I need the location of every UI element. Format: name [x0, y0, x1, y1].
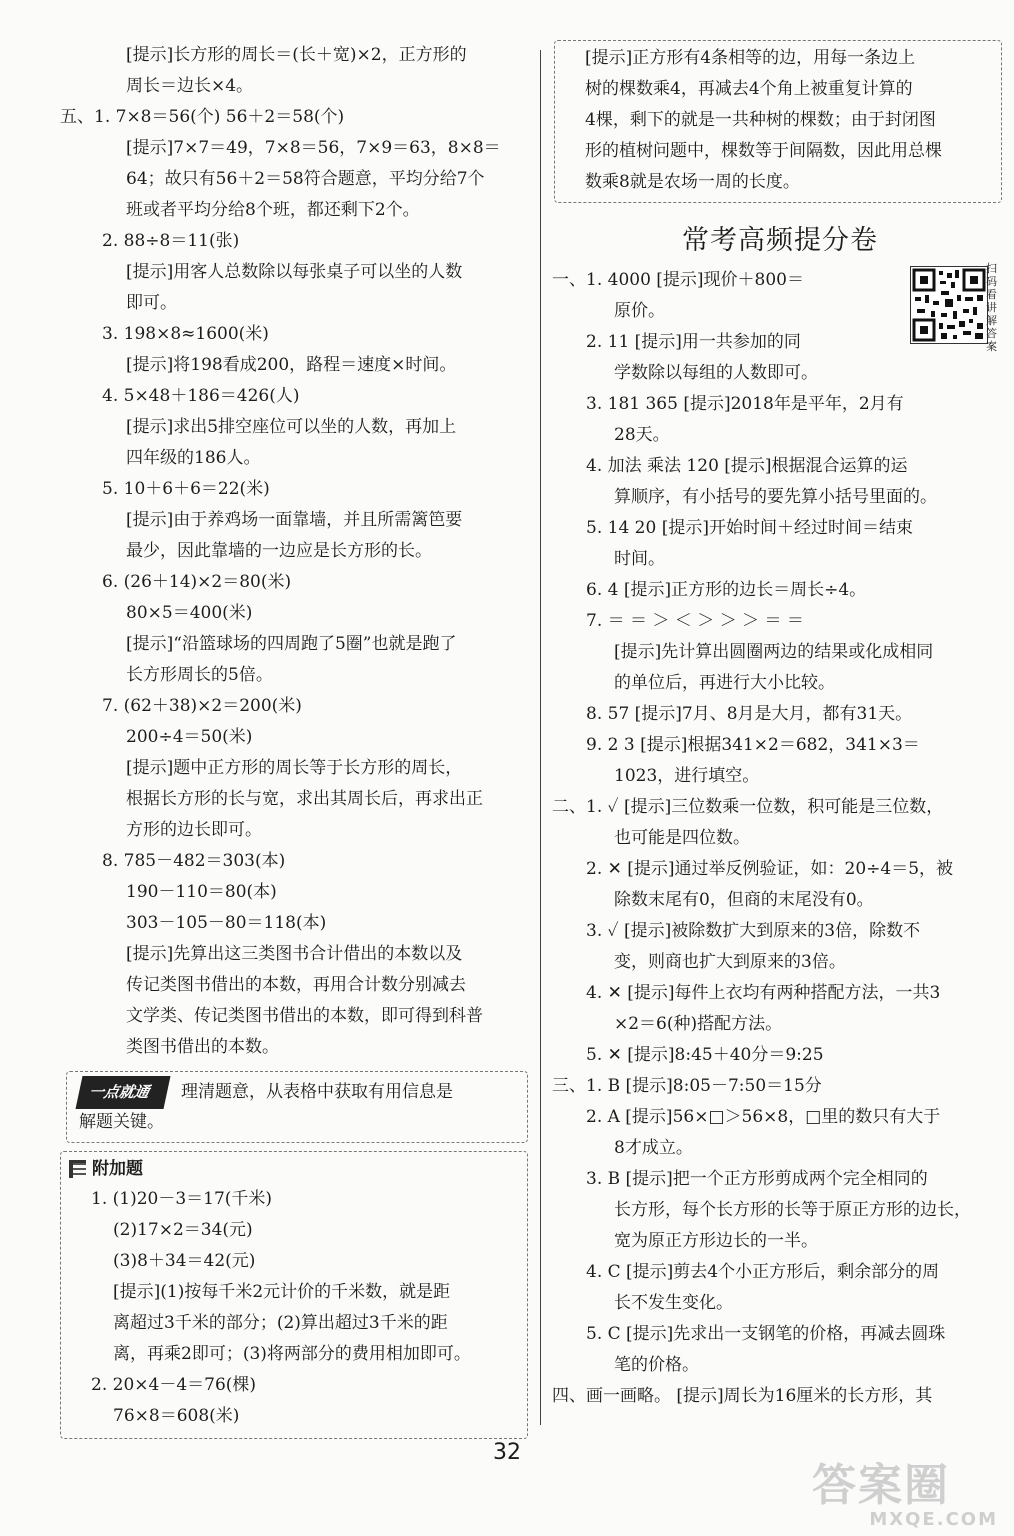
extra-line: 2. 20×4－4＝76(棵)	[91, 1375, 257, 1395]
continued-tip-line: 数乘8就是农场一周的长度。	[585, 172, 800, 192]
extra-line: 离超过3千米的部分；(2)算出超过3千米的距	[113, 1313, 448, 1333]
answer-line: 也可能是四位数。	[614, 828, 750, 848]
right-answer-lines	[548, 265, 1012, 1412]
answer-line: 2. 11 [提示]用一共参加的同	[586, 332, 801, 352]
tip-box-line-2	[79, 1107, 515, 1138]
answer-line: 二、1. ✓ [提示]三位数乘一位数，积可能是三位数，	[552, 797, 944, 817]
extra-line: 1. (1)20－3＝17(千米)	[91, 1189, 273, 1209]
answer-line: 4. C [提示]剪去4个小正方形后，剩余部分的周	[586, 1262, 940, 1282]
extra-lines	[69, 1184, 519, 1432]
answer-line: 3. 198×8≈1600(米)	[102, 324, 269, 344]
continued-tip-line: 形的植树问题中，棵数等于间隔数，因此用总棵	[585, 141, 942, 161]
answer-line: [提示]题中正方形的周长等于长方形的周长，	[126, 758, 463, 778]
answer-line: 一、1. 4000 [提示]现价＋800＝	[552, 270, 805, 290]
answer-line: 8. 57 [提示]7月、8月是大月，都有31天。	[586, 704, 913, 724]
answer-line: [提示]先算出这三类图书合计借出的本数以及	[126, 944, 463, 964]
answer-line: 除数末尾有0，但商的末尾没有0。	[614, 890, 874, 910]
right-column	[548, 40, 1012, 1412]
continued-tip-line: [提示]正方形有4条相等的边，用每一条边上	[585, 48, 916, 68]
answer-line: 原价。	[614, 301, 665, 321]
qr-code-block	[910, 262, 1000, 362]
answer-line: 的单位后，再进行大小比较。	[614, 673, 835, 693]
qr-code-icon	[910, 266, 988, 344]
answer-line: 4. 5×48＋186＝426(人)	[102, 386, 300, 406]
watermark-big: 答案圈	[812, 1460, 950, 1511]
answer-line: 9. 2 3 [提示]根据341×2＝682，341×3＝	[586, 735, 920, 755]
answer-line: 2. 88÷8＝11(张)	[102, 231, 240, 251]
tip-text-2: 解题关键。	[79, 1112, 164, 1132]
answer-line: 最少，因此靠墙的一边应是长方形的长。	[126, 541, 432, 561]
answer-line: 190－110＝80(本)	[126, 882, 277, 902]
document-icon	[69, 1160, 86, 1178]
answer-line: [提示]由于养鸡场一面靠墙，并且所需篱笆要	[126, 510, 463, 530]
page-number: 32	[493, 1440, 521, 1465]
extra-line: (3)8＋34＝42(元)	[113, 1251, 256, 1271]
answer-line: 方形的边长即可。	[126, 820, 262, 840]
tip-banner: 一点就通	[75, 1076, 170, 1109]
extra-line: 76×8＝608(米)	[113, 1406, 240, 1426]
answer-line: [提示]先计算出圆圈两边的结果或化成相同	[614, 642, 934, 662]
answer-line: 笔的价格。	[614, 1355, 699, 1375]
answer-line: 班或者平均分给8个班，都还剩下2个。	[126, 200, 420, 220]
answer-line: 80×5＝400(米)	[126, 603, 253, 623]
answer-line: 5. C [提示]先求出一支钢笔的价格，再减去圆珠	[586, 1324, 946, 1344]
answer-line: [提示]7×7＝49，7×8＝56，7×9＝63，8×8＝	[126, 138, 501, 158]
column-divider	[540, 50, 541, 1425]
answer-line: 8才成立。	[614, 1138, 693, 1158]
answer-line: 长方形周长的5倍。	[126, 665, 273, 685]
answer-line: 类图书借出的本数。	[126, 1037, 279, 1057]
extra-line: (2)17×2＝34(元)	[113, 1220, 253, 1240]
answer-line: [提示]长方形的周长＝(长＋宽)×2，正方形的	[126, 45, 467, 65]
answer-line: 303－105－80＝118(本)	[126, 913, 327, 933]
answer-line: 算顺序，有小括号的要先算小括号里面的。	[614, 487, 937, 507]
answer-line: 4. 加法 乘法 120 [提示]根据混合运算的运	[586, 456, 908, 476]
continued-tip-line: 4棵，剩下的就是一共种树的棵数；由于封闭图	[585, 110, 936, 130]
answer-line: 三、1. B [提示]8:05－7:50＝15分	[552, 1076, 822, 1096]
answer-line: 64；故只有56＋2＝58符合题意，平均分给7个	[126, 169, 485, 189]
answer-line: 8. 785－482＝303(本)	[102, 851, 286, 871]
answer-line: 周长＝边长×4。	[126, 76, 254, 96]
answer-line: 3. 181 365 [提示]2018年是平年，2月有	[586, 394, 904, 414]
answer-line: 5. 14 20 [提示]开始时间＋经过时间＝结束	[586, 518, 913, 538]
answer-line: ×2＝6(种)搭配方法。	[614, 1014, 783, 1034]
tip-box-line-1	[79, 1076, 515, 1107]
extra-line: [提示](1)按每千米2元计价的千米数，就是距	[113, 1282, 451, 1302]
answer-line: [提示]将198看成200，路程＝速度×时间。	[126, 355, 457, 375]
answer-line: 5. 10＋6＋6＝22(米)	[102, 479, 270, 499]
answer-line: [提示]用客人总数除以每张桌子可以坐的人数	[126, 262, 463, 282]
watermark-small: MXQE.COM	[869, 1509, 998, 1530]
answer-line: 根据长方形的长与宽，求出其周长后，再求出正	[126, 789, 483, 809]
extra-line: 离，再乘2即可；(3)将两部分的费用相加即可。	[113, 1344, 471, 1364]
answer-line: 时间。	[614, 549, 665, 569]
continued-tip-box	[554, 40, 1002, 203]
answer-line: 200÷4＝50(米)	[126, 727, 253, 747]
qr-label: 扫码看讲解答案	[986, 262, 997, 353]
continued-tip-line: 树的棵数乘4，再减去4个角上被重复计算的	[585, 79, 913, 99]
answer-line: 28天。	[614, 425, 670, 445]
answer-line: 长方形，每个长方形的长等于原正方形的边长，	[614, 1200, 971, 1220]
answer-line: 传记类图书借出的本数，再用合计数分别减去	[126, 975, 466, 995]
answer-line: 变，则商也扩大到原来的3倍。	[614, 952, 846, 972]
tip-text-1: 理清题意，从表格中获取有用信息是	[181, 1082, 454, 1102]
answer-line: 五、1. 7×8＝56(个) 56＋2＝58(个)	[60, 107, 345, 127]
answer-line: 四年级的186人。	[126, 448, 261, 468]
tip-box	[66, 1071, 528, 1143]
extra-questions-box	[60, 1151, 528, 1439]
extra-heading-text: 附加题	[92, 1159, 143, 1179]
answer-line: 4. ✕ [提示]每件上衣均有两种搭配方法，一共3	[586, 983, 941, 1003]
answer-line: 2. A [提示]56×□＞56×8，□里的数只有大于	[586, 1107, 941, 1127]
answer-line: 7. ＝ ＝ ＞ ＜ ＞ ＞ ＞ ＝ ＝	[586, 611, 804, 631]
answer-line: 2. ✕ [提示]通过举反例验证，如：20÷4＝5，被	[586, 859, 954, 879]
answer-line: 即可。	[126, 293, 177, 313]
answer-line: 6. 4 [提示]正方形的边长＝周长÷4。	[586, 580, 867, 600]
answer-line: 学数除以每组的人数即可。	[614, 363, 818, 383]
answer-line: [提示]求出5排空座位可以坐的人数，再加上	[126, 417, 457, 437]
left-column	[58, 40, 534, 1439]
answer-line: 7. (62＋38)×2＝200(米)	[102, 696, 302, 716]
answer-line: 5. ✕ [提示]8:45＋40分＝9:25	[586, 1045, 824, 1065]
answer-line: 3. B [提示]把一个正方形剪成两个完全相同的	[586, 1169, 928, 1189]
answer-line: [提示]“沿篮球场的四周跑了5圈”也就是跑了	[126, 634, 457, 654]
section-title: 常考高频提分卷	[682, 225, 878, 256]
answer-line: 3. ✓ [提示]被除数扩大到原来的3倍，除数不	[586, 921, 921, 941]
left-answer-lines	[58, 40, 534, 1063]
answer-line: 1023，进行填空。	[614, 766, 760, 786]
extra-heading	[69, 1154, 519, 1184]
answer-line: 四、画一画略。 [提示]周长为16厘米的长方形，其	[552, 1386, 933, 1406]
answer-line: 6. (26＋14)×2＝80(米)	[102, 572, 292, 592]
watermark	[812, 1462, 1002, 1532]
answer-line: 长不发生变化。	[614, 1293, 733, 1313]
answer-line: 文学类、传记类图书借出的本数，即可得到科普	[126, 1006, 483, 1026]
continued-tip-lines	[585, 43, 987, 198]
answer-line: 宽为原正方形边长的一半。	[614, 1231, 818, 1251]
